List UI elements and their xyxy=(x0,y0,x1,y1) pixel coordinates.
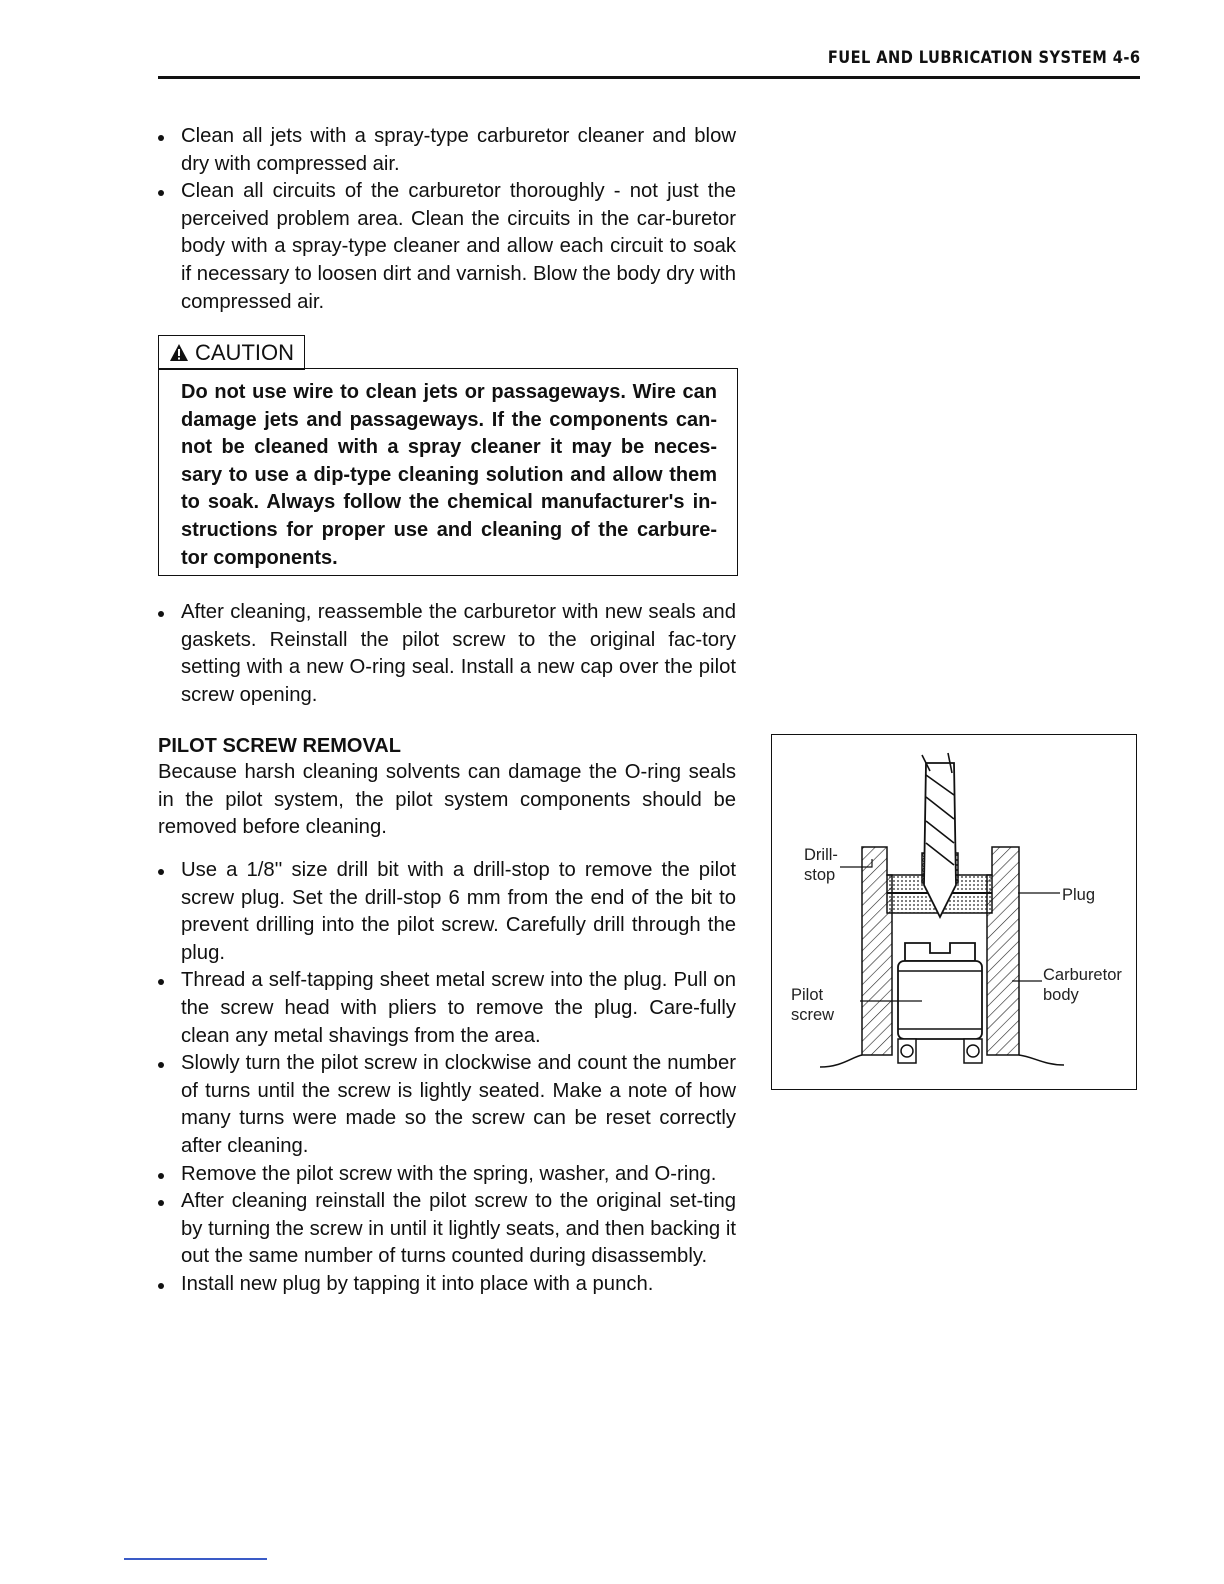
list-item: Thread a self-tapping sheet metal screw into the plug. Pull on the screw head with pliers to remove the plug. Care-fully clean any metal shavings from the area. xyxy=(158,967,736,1050)
section-title: PILOT SCREW REMOVAL xyxy=(158,735,401,757)
pilot-screw-steps xyxy=(158,857,736,1299)
bullet-icon xyxy=(158,611,164,617)
bullet-icon xyxy=(158,1283,164,1289)
pilot-screw-shape xyxy=(898,961,982,1039)
page-number: 4-6 xyxy=(1112,48,1140,68)
plug-label: Plug xyxy=(1062,886,1096,904)
section-intro: Because harsh cleaning solvents can damage the O-ring seals in the pilot system, the pilot system components should be removed before cleaning. xyxy=(158,761,736,839)
caution-label xyxy=(158,335,305,370)
drill-bit xyxy=(922,753,956,917)
bullet-icon xyxy=(158,1062,164,1068)
bullet-icon xyxy=(158,1200,164,1206)
bullet-icon xyxy=(158,869,164,875)
carburetor-body-label: Carburetor body xyxy=(1043,966,1122,1004)
list-item: Clean all jets with a spray-type carburetor cleaner and blow dry with compressed air. xyxy=(158,123,736,178)
list-item: Remove the pilot screw with the spring, washer, and O-ring. xyxy=(158,1161,736,1189)
header-title: FUEL AND LUBRICATION SYSTEM xyxy=(827,48,1107,68)
list-item: After cleaning reinstall the pilot screw to the original set-ting by turning the screw in until it lightly seats, and then backing it out the same number of turns counted during disassembly. xyxy=(158,1188,736,1271)
pilot-screw-figure xyxy=(771,734,1137,1090)
pilot-screw-label: Pilot screw xyxy=(791,986,835,1024)
caution-label-text: CAUTION xyxy=(195,340,294,365)
bullet-icon xyxy=(158,1173,164,1179)
list-item: Slowly turn the pilot screw in clockwise and count the number of turns until the screw is lightly seated. Make a note of how many turns were made so the screw can be reset correctly after cleaning. xyxy=(158,1050,736,1160)
list-item: After cleaning, reassemble the carburetor with new seals and gaskets. Reinstall the pilot screw to the original fac-tory setting with a new O-ring seal. Install a new cap over the pilot screw opening. xyxy=(158,599,736,709)
drill-stop-label: Drill- stop xyxy=(804,846,838,884)
screw-slot xyxy=(905,943,975,961)
caution-box xyxy=(158,368,738,576)
header-rule xyxy=(158,76,1140,79)
list-item: Clean all circuits of the carburetor thoroughly - not just the perceived problem area. Clean the circuits in the car-buretor body with a spray-type cleaner and allow each circuit to soak if necessary to loosen dirt and varnish. Blow the body dry with compressed air. xyxy=(158,178,736,316)
bullet-icon xyxy=(158,135,164,141)
list-item: Install new plug by tapping it into place with a punch. xyxy=(158,1271,736,1299)
page-header xyxy=(827,48,1140,68)
cleaning-list xyxy=(158,123,736,316)
o-ring-left xyxy=(901,1045,913,1057)
bullet-icon xyxy=(158,190,164,196)
footer-rule xyxy=(124,1558,267,1560)
list-item: Use a 1/8'' size drill bit with a drill-stop to remove the pilot screw plug. Set the drill-stop 6 mm from the end of the bit to prevent drilling into the pilot screw. Carefully drill through the plug. xyxy=(158,857,736,967)
warning-triangle-icon xyxy=(169,343,189,362)
reassembly-list xyxy=(158,599,736,709)
carburetor-cross-section-diagram xyxy=(772,735,1138,1091)
caution-text: Do not use wire to clean jets or passageways. Wire can damage jets and passageways. If the components can-not be cleaned with a spray cleaner it may be neces-sary to use a dip-type cleaning solution and allow them to soak. Always follow the chemical manufacturer's in-structions for proper use and cleaning of the carbure-tor components. xyxy=(181,381,717,569)
o-ring-right xyxy=(967,1045,979,1057)
bullet-icon xyxy=(158,979,164,985)
